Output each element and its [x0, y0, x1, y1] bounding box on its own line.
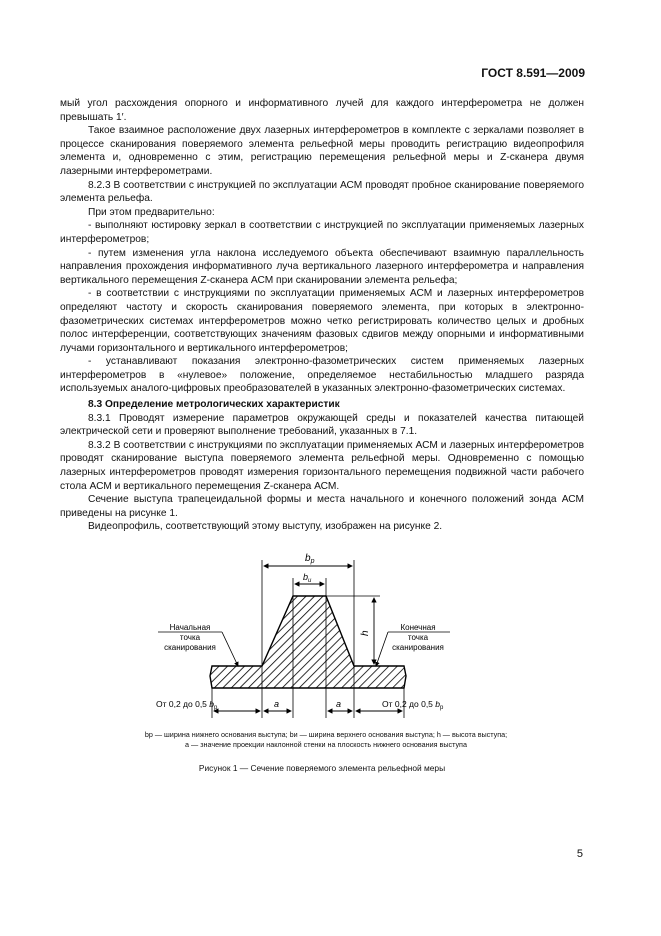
start-point-arrow [222, 632, 238, 666]
paragraph: 8.3.1 Проводят измерение параметров окружающей среды и показателей качества питающей электрической сети и проверяют выполнение требований, указанных в 7.1. [60, 412, 584, 438]
start-point-label: сканирования [164, 643, 216, 652]
legend-line: a — значение проекции наклонной стенки на плоскость нижнего основания выступа [185, 740, 467, 749]
section-heading: 8.3 Определение метрологических характеристик [88, 399, 340, 411]
label-a-left: a [274, 699, 280, 709]
figure-trapezoid-section [150, 548, 510, 723]
start-point-label: Начальная [169, 623, 211, 632]
label-h: h [360, 630, 371, 636]
end-point-label: Конечная [400, 623, 436, 632]
start-point-label: точка [179, 633, 201, 642]
end-point-arrow [376, 632, 388, 666]
document-standard-number: ГОСТ 8.591—2009 [481, 66, 585, 80]
paragraph: 8.2.3 В соответствии с инструкцией по эксплуатации АСМ проводят пробное сканирование поверяемого элемента рельефа. [60, 179, 584, 205]
paragraph: мый угол расхождения опорного и информативного лучей для каждого интерферометра не должен превышать 1′. [60, 98, 584, 123]
figure-legend [86, 730, 566, 750]
list-item: - выполняют юстировку зеркал в соответствии с инструкцией по эксплуатации применяемых лазерных интерферометров; [60, 220, 584, 245]
end-point-label: сканирования [392, 643, 444, 652]
relief-element-shape [210, 596, 406, 688]
list-item: - в соответствии с инструкциями по эксплуатации применяемых АСМ и лазерных интерферометров определяют частоту и скорость сканирования поверяемого элемента, при которых в электронно-фазометрических системах интерферометров можно четко регистрировать количество целых и дробных полос интерференции, соответствующих значениям фазовых сдвигов между опорными и информативными лучами горизонтального и вертикального интерферометров; [60, 288, 584, 354]
left-range-label: От 0,2 до 0,5 $b_р$ [156, 699, 218, 711]
figure-caption: Рисунок 1 — Сечение поверяемого элемента рельефной меры [198, 763, 446, 773]
list-item: - устанавливают показания электронно-фазометрических систем применяемых лазерных интерферометров в «нулевое» положение, определяемое нестабильностью младшего разряда используемых аналого-цифровых преобразователей в указанных электронно-фазометрических системах. [60, 356, 584, 395]
label-a-right: a [336, 699, 342, 709]
paragraph: Сечение выступа трапецеидальной формы и места начального и конечного положений зонда АСМ приведены на рисунке 1. [60, 494, 584, 519]
label-bp: $b_р$ [305, 553, 315, 565]
trapezoid-diagram [150, 548, 510, 723]
paragraph: Такое взаимное расположение двух лазерных интерферометров в комплекте с зеркалами позволяет в процессе сканирования поверяемого элемента рельефной меры проводить регистрацию видеопрофиля элемента и, одновременно с этим, регистрацию перемещения рельефной меры и Z-сканера двумя лазерными интерферометрами. [60, 125, 584, 177]
paragraph: Видеопрофиль, соответствующий этому выступу, изображен на рисунке 2. [88, 521, 443, 533]
legend-line: bр — ширина нижнего основания выступа; bи — ширина верхнего основания выступа; h — высота выступа; [144, 730, 508, 739]
page-number: 5 [576, 848, 583, 860]
end-point-label: точка [407, 633, 429, 642]
list-item: - путем изменения угла наклона исследуемого объекта обеспечивают взаимную параллельность направления прохождения информативного луча вертикального лазерного интерферометра и направления вертикального перемещения Z-сканера АСМ при сканировании элемента рельефа; [60, 247, 584, 286]
paragraph: При этом предварительно: [88, 206, 215, 218]
paragraph: 8.3.2 В соответствии с инструкциями по эксплуатации применяемых АСМ и лазерных интерферометров проводят сканирование выступа поверяемого элемента рельефной меры. Одновременно с помощью лазерных интерферометров проводят измерения горизонтального перемещения подвижной части рабочего стола АСМ и вертикального перемещения Z-сканера АСМ. [60, 439, 584, 492]
right-range-label: От 0,2 до 0,5 $b_р$ [382, 699, 444, 711]
document-body [60, 97, 584, 534]
label-bv: $b_и$ [303, 572, 312, 584]
